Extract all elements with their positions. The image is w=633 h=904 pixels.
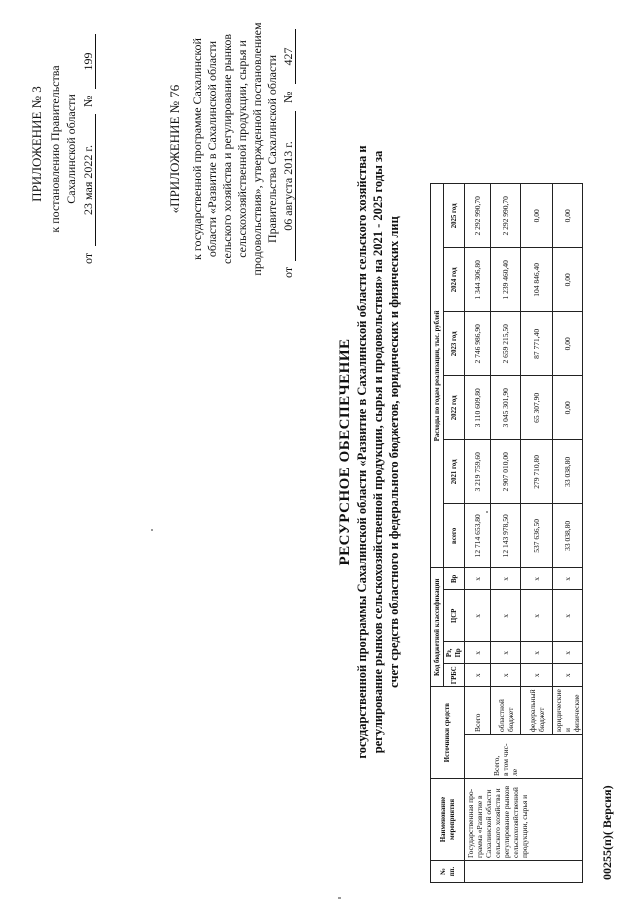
code-cell: х (465, 664, 491, 687)
code-cell: х (553, 568, 583, 590)
value-cell: 33 038,80 (553, 504, 583, 568)
source-cell: Всего (465, 687, 491, 735)
header-no: № пп. (431, 861, 465, 883)
resource-subtitle-1: государственной программы Сахалинской области «Развитие в Сахалинской области сельского хозяйства и (355, 145, 369, 759)
appendix3-date: 23 мая 2022 г. (81, 114, 96, 246)
code-cell: х (491, 642, 521, 664)
value-cell: 2 292 990,70 (491, 184, 521, 248)
value-cell: 12 143 978,50 (491, 504, 521, 568)
code-cell: х (491, 664, 521, 687)
table-row (465, 184, 491, 883)
value-cell: 537 636,50 (521, 504, 553, 568)
value-cell: 279 710,80 (521, 440, 553, 504)
header-source: Источники средств (431, 687, 465, 779)
code-cell: х (553, 590, 583, 642)
scan-speck (151, 529, 153, 531)
appendix3-number: 199 (81, 34, 96, 89)
header-name: Наименование мероприятия (431, 779, 465, 861)
row-no-cell (465, 861, 583, 883)
value-cell: 87 771,40 (521, 312, 553, 376)
appendix76-line-3: сельского хозяйства и регулирование рынков (220, 34, 234, 264)
code-cell: х (521, 642, 553, 664)
value-cell: 1 239 460,40 (491, 248, 521, 312)
code-cell: х (521, 568, 553, 590)
resource-table-wrap (430, 28, 582, 883)
value-cell: 0,00 (553, 376, 583, 440)
appendix76-line-6: Правительства Сахалинской области (265, 54, 279, 244)
code-cell: х (521, 664, 553, 687)
resource-subtitle-3: счет средств областного и федерального бюджетов, юридических и физических лиц (387, 216, 401, 688)
value-cell: 65 307,90 (521, 376, 553, 440)
appendix76-line-2: области «Развитие в Сахалинской области (205, 40, 219, 258)
code-cell: х (465, 590, 491, 642)
appendix3-line2: Сахалинской области (64, 94, 78, 204)
header-vr: Вр (444, 568, 465, 590)
resource-subtitle-2: регулирование рынков сельскохозяйственной продукции, сырья и продовольствия» на 2021 - 2025 годы за (371, 150, 385, 754)
resource-title: РЕСУРСНОЕ ОБЕСПЕЧЕНИЕ (337, 338, 353, 566)
scan-speck (486, 511, 488, 513)
code-cell: х (521, 590, 553, 642)
value-cell: 104 846,40 (521, 248, 553, 312)
code-cell: х (465, 568, 491, 590)
value-cell: 3 219 759,60 (465, 440, 491, 504)
document-code: 00255(п)( Версия) (600, 785, 614, 880)
value-cell: 0,00 (553, 184, 583, 248)
value-cell: 0,00 (553, 312, 583, 376)
scan-speck (338, 897, 341, 899)
header-total: всего (444, 504, 465, 568)
appendix76-title: «ПРИЛОЖЕНИЕ № 76 (167, 84, 182, 214)
source-cell: юридические и физические (553, 687, 583, 735)
appendix76-line-4: сельскохозяйственной продукции, сырья и (235, 40, 249, 258)
appendix3-title: ПРИЛОЖЕНИЕ № 3 (29, 86, 44, 202)
appendix76-no-label: № (281, 91, 295, 103)
header-expenses-group: Расходы по годам реализации, тыс. рублей (431, 184, 444, 568)
code-cell: х (491, 568, 521, 590)
value-cell: 2 292 990,70 (465, 184, 491, 248)
code-cell: х (553, 642, 583, 664)
value-cell: 0,00 (553, 248, 583, 312)
value-cell: 3 110 609,80 (465, 376, 491, 440)
value-cell: 2 746 986,90 (465, 312, 491, 376)
code-cell: х (553, 664, 583, 687)
appendix76-line-1: к государственной программе Сахалинской (190, 38, 204, 260)
value-cell: 1 344 306,80 (465, 248, 491, 312)
program-name: Государственная про-грамма «Развитие в Сахалинской области сельского хозяйства и регулирование рынков сельскохозяйственной продукции, сырья и (466, 785, 529, 858)
header-2024: 2024 год (444, 248, 465, 312)
header-2022: 2022 год (444, 376, 465, 440)
value-cell: 0,00 (521, 184, 553, 248)
header-2023: 2023 год (444, 312, 465, 376)
header-csr: ЦСР (444, 590, 465, 642)
header-2021: 2021 год (444, 440, 465, 504)
appendix76-from-label: от (281, 266, 295, 278)
program-name-cell (465, 779, 583, 861)
value-cell: 2 659 215,50 (491, 312, 521, 376)
value-cell: 33 038,80 (553, 440, 583, 504)
value-cell: 3 045 301,90 (491, 376, 521, 440)
appendix76-line-5: продовольствия», утвержденной постановлением (250, 22, 264, 276)
appendix3-line1: к постановлению Правительства (48, 65, 62, 233)
incl-label: в том чис-ле (501, 743, 519, 776)
code-cell: х (465, 642, 491, 664)
value-cell: 2 907 010,00 (491, 440, 521, 504)
code-cell: х (491, 590, 521, 642)
value-cell: 12 714 653,80 (465, 504, 491, 568)
header-code-group: Код бюджетной классификации (431, 568, 444, 687)
source-cell: федеральный бюджет (521, 687, 553, 735)
resource-table (430, 183, 583, 883)
appendix3-no-label: № (81, 95, 95, 107)
total-label-cell (465, 735, 583, 779)
header-rzpr: Рз, Пр (444, 642, 465, 664)
header-grbs: ГРБС (444, 664, 465, 687)
appendix76-number: 427 (281, 29, 296, 84)
appendix3-from-label: от (81, 252, 95, 264)
source-cell: областной бюджет (491, 687, 521, 735)
appendix76-date: 06 августа 2013 г. (281, 111, 296, 261)
total-label: Всего, (492, 755, 501, 776)
header-2025: 2025 год (444, 184, 465, 248)
